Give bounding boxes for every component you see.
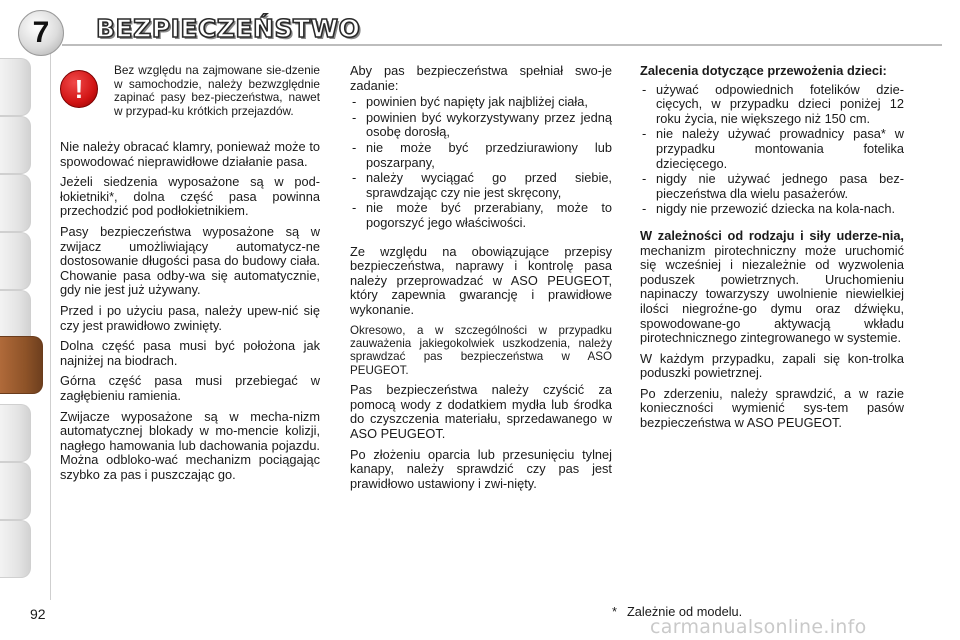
section-heading: Zalecenia dotyczące przewożenia dzieci: (640, 63, 887, 78)
chapter-tab-strip (0, 0, 48, 640)
column-3 (640, 64, 904, 437)
paragraph: Przed i po użyciu pasa, należy upew-nić się czy jest prawidłowo zwinięty. (60, 302, 320, 333)
chapter-tab[interactable] (0, 232, 31, 290)
paragraph: Ze względu na obowiązujące przepisy bezpieczeństwa, naprawy i kontrolę pasa należy przeprowadzać w ASO PEUGEOT, który zapewnia gwarancję i prawidłowe wykonanie. (350, 243, 612, 317)
chapter-tab-active[interactable] (0, 336, 43, 394)
footnote-text: Zależnie od modelu. (626, 604, 743, 619)
list-intro: Aby pas bezpieczeństwa spełniał swo-je zadanie: (350, 63, 612, 93)
warning-block (60, 64, 320, 134)
seatbelt-requirements-list (350, 95, 612, 230)
warning-text: Bez względu na zajmowane sie-dzenie w samochodzie, należy bezwzględnie zapinać pasy bez-pieczeństwa, nawet w przypad-ku krótkich przejazdów. (114, 63, 320, 118)
paragraph: Pas bezpieczeństwa należy czyścić za pomocą wody z dodatkiem mydła lub środka do czyszczenia materiału, sprzedawanego w ASO PEUGEOT. (350, 382, 612, 441)
list-item: - nie należy używać prowadnicy pasa* w przypadku montowania fotelika dziecięcego. (640, 127, 904, 171)
paragraph: Nie należy obracać klamry, ponieważ może to spowodować nieprawidłowe działanie pasa. (60, 139, 320, 169)
list-item: - nigdy nie używać jednego pasa bez-pieczeństwa dla wielu pasażerów. (640, 172, 904, 201)
watermark: carmanualsonline.info (650, 616, 867, 638)
list-item: - używać odpowiednich fotelików dzie-cięcych, w przypadku dzieci poniżej 12 roku życia, nie większego niż 150 cm. (640, 83, 904, 127)
page-title: BEZPIECZEŃSTWO (96, 14, 361, 43)
paragraph: Po złożeniu oparcia lub przesunięciu tylnej kanapy, należy sprawdzić czy pas jest prawidłowo ustawiony i zwi-nięty. (350, 446, 612, 491)
chapter-tab[interactable] (0, 58, 31, 116)
list-item: - nie może być przedziurawiony lub poszarpany, (350, 141, 612, 170)
column-1 (60, 64, 320, 488)
list-item: - nigdy nie przewozić dziecka na kola-nach. (640, 202, 904, 217)
paragraph: W każdym przypadku, zapali się kon-trolka poduszki powietrznej. (640, 350, 904, 381)
paragraph: Górna część pasa musi przebiegać w zagłębieniu ramienia. (60, 373, 320, 403)
paragraph: Jeżeli siedzenia wyposażone są w pod-łokietniki*, dolna część pasa powinna przechodzić pod podłokietnikiem. (60, 174, 320, 219)
paragraph: Po zderzeniu, należy sprawdzić, a w razie konieczności wymienić sys-tem pasów bezpieczeństwa w ASO PEUGEOT. (640, 385, 904, 431)
chapter-tab[interactable] (0, 174, 31, 232)
chapter-tab[interactable] (0, 520, 31, 578)
chapter-number-badge: 7 (18, 10, 64, 56)
column-2 (350, 64, 612, 497)
page-number: 92 (30, 606, 46, 622)
exclamation-warning-icon: ! (60, 70, 98, 108)
chapter-tab[interactable] (0, 404, 31, 462)
list-item: - należy wyciągać go przed siebie, sprawdzając czy nie jest skręcony, (350, 171, 612, 200)
paragraph: Dolna część pasa musi być położona jak najniżej na biodrach. (60, 338, 320, 368)
chapter-tab[interactable] (0, 116, 31, 174)
paragraph-rest: mechanizm pirotechniczny może uruchomić się wcześniej i niezależnie od wyzwolenia poduszek powietrznych. Uruchomieniu napinaczy towarzyszy uwolnienie niewielkiej ilości niegroźne-go dymu oraz dźwięku, spowodowane-go aktywacją wkładu pirotechnicznego zintegrowanego w systemie. (640, 242, 904, 346)
paragraph (640, 229, 904, 346)
header-divider (62, 44, 942, 46)
chapter-tab[interactable] (0, 462, 31, 520)
child-transport-list (640, 83, 904, 217)
list-item: - powinien być napięty jak najbliżej ciała, (350, 95, 612, 110)
paragraph: Zwijacze wyposażone są w mecha-nizm automatycznej blokady w mo-mencie kolizji, nagłego hamowania lub dachowania pojazdu. Można odbloko-wać mechanizm pociągając szybko za pas i puszczając go. (60, 408, 320, 482)
margin-divider (50, 48, 51, 600)
bold-lead: W zależności od rodzaju i siły uderze-nia, (640, 227, 904, 243)
list-item: - nie może być przerabiany, może to pogorszyć jego właściwości. (350, 201, 612, 230)
paragraph: Pasy bezpieczeństwa wyposażone są w zwijacz umożliwiający automatycz-ne dostosowanie długości pasa do budowy ciała. Chowanie pasa odby-wa się automatycznie, gdy nie jest już używany. (60, 223, 320, 298)
list-item: - powinien być wykorzystywany przez jedną osobę dorosłą, (350, 111, 612, 140)
footnote-marker: * (612, 604, 617, 619)
paragraph-small: Okresowo, a w szczególności w przypadku zauważenia jakiegokolwiek uszkodzenia, należy sprawdzać pas bezpieczeństwa w ASO PEUGEOT. (350, 323, 612, 377)
